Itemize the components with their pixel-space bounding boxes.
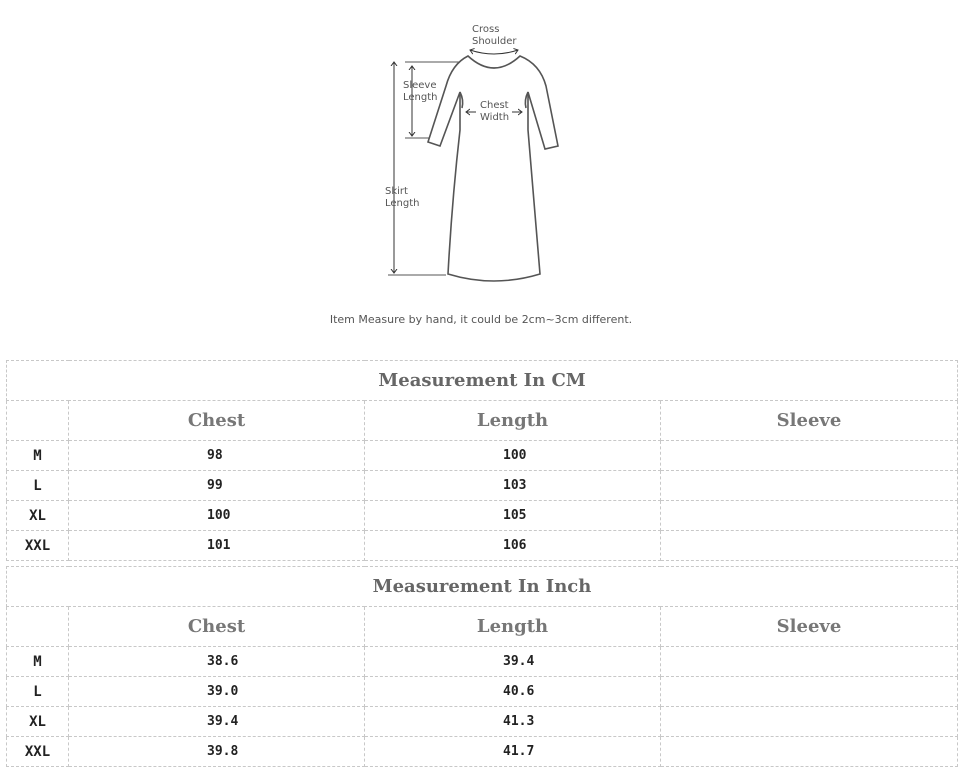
table-row [7,531,958,561]
inch-header-chest: Chest [69,607,365,647]
size-label: L [7,471,69,501]
chest-width-label-1: Chest [480,100,509,111]
sleeve-length-label-1: Sleeve [403,80,437,91]
table-row [7,707,958,737]
cm-table-title: Measurement In CM [7,361,958,401]
table-row [7,647,958,677]
inch-table-title: Measurement In Inch [7,567,958,607]
length-value: 106 [365,531,661,561]
length-value: 41.3 [365,707,661,737]
chest-value: 38.6 [69,647,365,677]
size-label: XL [7,707,69,737]
size-label: XXL [7,531,69,561]
table-row [7,441,958,471]
sleeve-length-label-2: Length [403,92,438,103]
length-value: 39.4 [365,647,661,677]
chest-value: 39.0 [69,677,365,707]
size-label: XL [7,501,69,531]
dress-measurement-diagram [0,0,962,340]
length-value: 40.6 [365,677,661,707]
sleeve-value [661,737,958,767]
size-label: M [7,441,69,471]
inch-header-length: Length [365,607,661,647]
chest-value: 101 [69,531,365,561]
inch-header-sleeve: Sleeve [661,607,958,647]
dress-outline-icon [428,56,558,281]
sleeve-value [661,531,958,561]
table-row [7,501,958,531]
cm-header-chest: Chest [69,401,365,441]
sleeve-value [661,501,958,531]
cm-header-length: Length [365,401,661,441]
chest-value: 100 [69,501,365,531]
chest-value: 39.4 [69,707,365,737]
sleeve-value [661,471,958,501]
length-value: 103 [365,471,661,501]
cross-shoulder-arrow [470,50,518,54]
cross-shoulder-label-1: Cross [472,24,500,35]
sleeve-value [661,707,958,737]
table-row [7,677,958,707]
sleeve-value [661,677,958,707]
skirt-length-label-1: Skirt [385,186,408,197]
size-label: M [7,647,69,677]
length-value: 105 [365,501,661,531]
chest-value: 99 [69,471,365,501]
cm-size-table [6,360,958,561]
size-label: XXL [7,737,69,767]
table-row [7,471,958,501]
sleeve-value [661,441,958,471]
chest-width-label-2: Width [480,112,510,123]
cross-shoulder-label-2: Shoulder [472,36,517,47]
length-value: 41.7 [365,737,661,767]
chest-value: 98 [69,441,365,471]
cm-header-row [7,401,958,441]
inch-header-row [7,607,958,647]
size-label: L [7,677,69,707]
chest-value: 39.8 [69,737,365,767]
sleeve-value [661,647,958,677]
inch-header-blank [7,607,69,647]
inch-size-table [6,566,958,767]
cm-header-blank [7,401,69,441]
cm-header-sleeve: Sleeve [661,401,958,441]
skirt-length-label-2: Length [385,198,420,209]
table-row [7,737,958,767]
measure-note: Item Measure by hand, it could be 2cm~3cm different. [329,313,633,326]
length-value: 100 [365,441,661,471]
